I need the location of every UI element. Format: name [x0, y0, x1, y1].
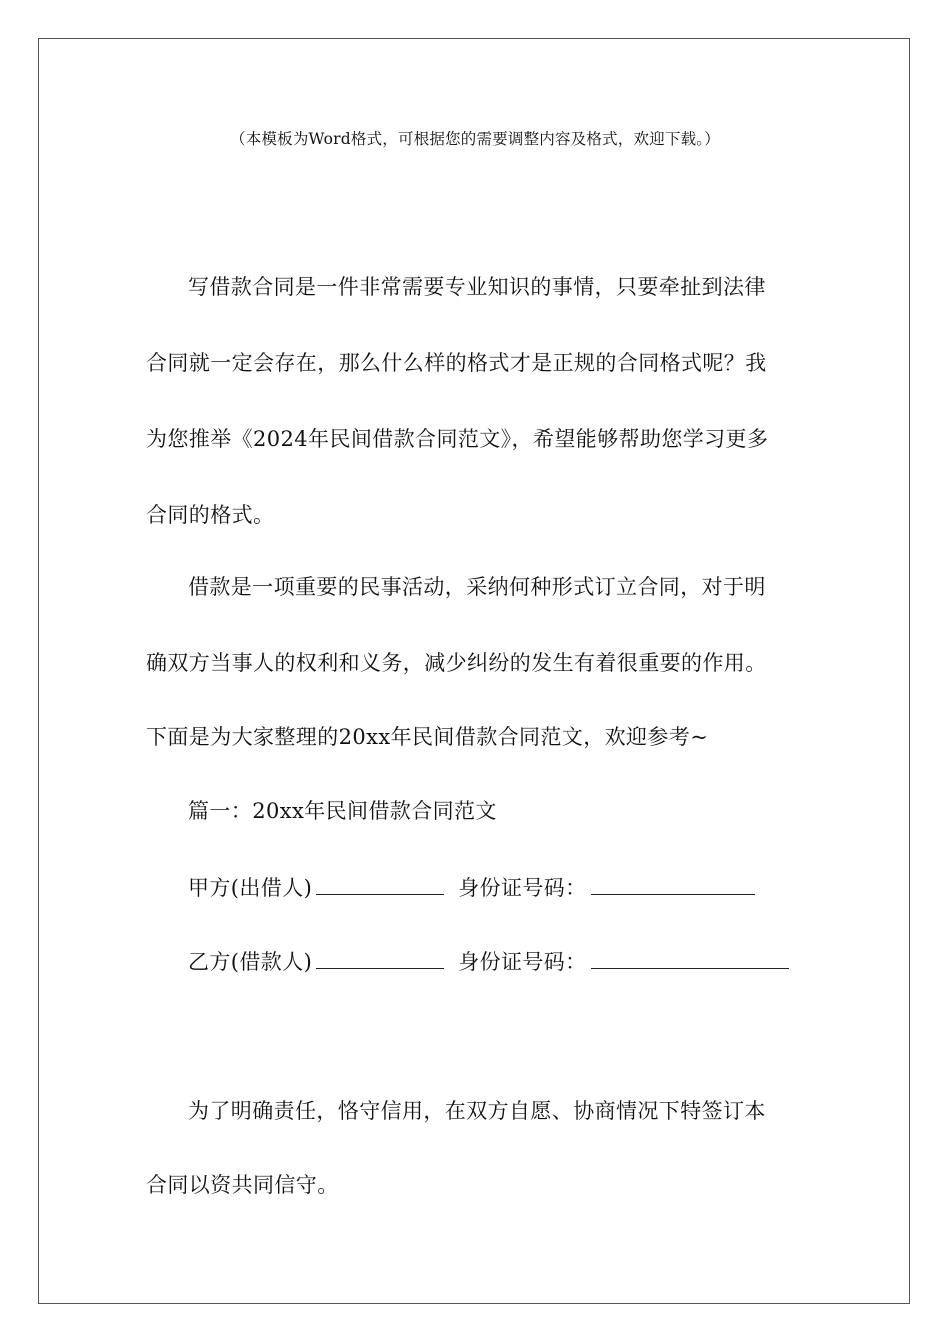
paragraph-2-line-1: 借款是一项重要的民事活动，采纳何种形式订立合同，对于明 [188, 575, 766, 599]
party-a-name-blank [316, 872, 444, 895]
paragraph-3-line-2: 合同以资共同信守。 [146, 1173, 339, 1197]
party-a-label: 甲方(出借人) [188, 876, 313, 900]
section-title: 篇一：20xx年民间借款合同范文 [188, 799, 497, 823]
party-a-id-blank [591, 872, 755, 895]
paragraph-1-line-4: 合同的格式。 [146, 503, 275, 527]
party-b-row [188, 946, 789, 977]
party-b-id-blank [591, 946, 789, 969]
party-b-label: 乙方(借款人) [188, 950, 313, 974]
paragraph-3-line-1: 为了明确责任，恪守信用，在双方自愿、协商情况下特签订本 [188, 1099, 766, 1123]
party-a-id-label: 身份证号码： [458, 876, 587, 900]
paragraph-1-line-3: 为您推举《2024年民间借款合同范文》，希望能够帮助您学习更多 [146, 427, 769, 451]
paragraph-2-line-2: 确双方当事人的权利和义务，减少纠纷的发生有着很重要的作用。 [146, 651, 767, 675]
party-b-id-label: 身份证号码： [458, 950, 587, 974]
party-a-row [188, 872, 755, 903]
paragraph-2-line-3: 下面是为大家整理的20xx年民间借款合同范文，欢迎参考~ [146, 725, 709, 749]
party-b-name-blank [316, 946, 444, 969]
template-note: （本模板为Word格式，可根据您的需要调整内容及格式，欢迎下载。） [230, 130, 720, 148]
paragraph-1-line-2: 合同就一定会存在，那么什么样的格式才是正规的合同格式呢？我 [146, 351, 767, 375]
paragraph-1-line-1: 写借款合同是一件非常需要专业知识的事情，只要牵扯到法律 [188, 275, 766, 299]
